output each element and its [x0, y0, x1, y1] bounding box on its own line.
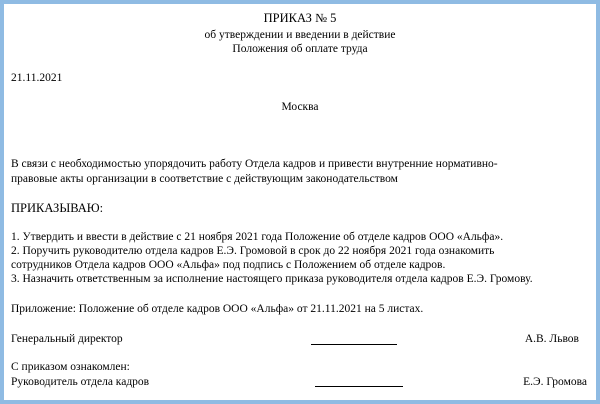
order-word: ПРИКАЗЫВАЮ:	[11, 201, 104, 215]
attachment-note: Приложение: Положение об отделе кадров ООО «Альфа» от 21.11.2021 на 5 листах.	[11, 303, 424, 315]
order-item-2-line-1: 2. Поручить руководителю отдела кадров Е.Э. Громовой в срок до 22 ноября 2021 года ознакомить	[11, 245, 495, 257]
order-item-3: 3. Назначить ответственным за исполнение настоящего приказа руководителя отдела кадров Е.Э. Громову.	[11, 273, 533, 285]
acquainted-name: Е.Э. Громова	[523, 376, 587, 388]
order-item-1: 1. Утвердить и ввести в действие с 21 ноября 2021 года Положение об отделе кадров ООО «Альфа».	[11, 231, 504, 243]
order-item-2-line-2: сотрудников Отдела кадров ООО «Альфа» под подпись с Положением об отделе кадров.	[11, 259, 446, 271]
acquainted-label: С приказом ознакомлен:	[11, 361, 130, 373]
acquainted-position: Руководитель отдела кадров	[11, 376, 150, 388]
director-signature-line	[311, 344, 397, 345]
director-position: Генеральный директор	[11, 333, 123, 345]
order-subtitle-1: об утверждении и введении в действие	[204, 29, 396, 41]
acquainted-signature-line	[315, 386, 403, 387]
order-date: 21.11.2021	[11, 72, 63, 84]
order-city: Москва	[281, 101, 319, 113]
director-name: А.В. Львов	[524, 333, 579, 345]
order-subtitle-2: Положения об оплате труда	[232, 43, 368, 55]
order-title: ПРИКАЗ № 5	[263, 11, 337, 25]
preamble-line-2: правовые акты организации в соответствие с действующим законодательством	[11, 173, 398, 185]
preamble-line-1: В связи с необходимостью упорядочить работу Отдела кадров и привести внутренние нормативно-	[11, 158, 498, 170]
